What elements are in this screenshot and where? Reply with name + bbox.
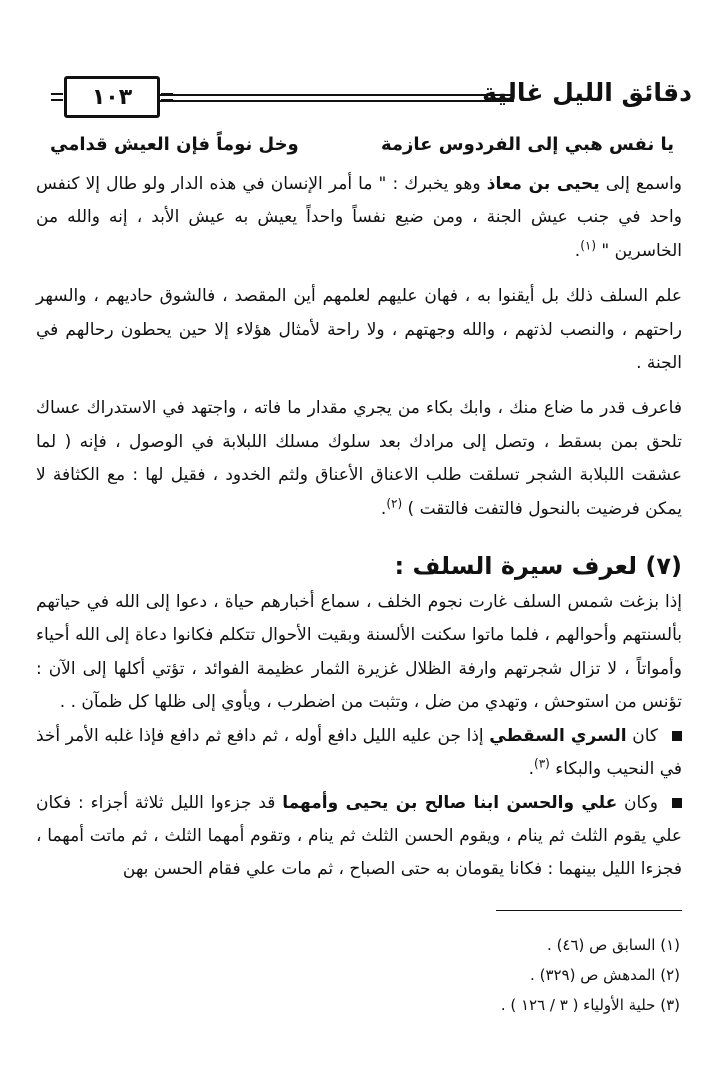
paragraph-salaf-knew: علم السلف ذلك بل أيقنوا به ، فهان عليهم لعلمهم أين المقصد ، فالشوق حاديهم ، والسهر راحتهم ، والنصب لذتهم ، والله وجهتهم ، ولا راحة لأمثال هؤلاء إلا حين يحطون رحالهم في الجنة . <box>36 286 682 374</box>
paragraph-know-your-loss <box>36 392 682 526</box>
page-body <box>36 124 682 887</box>
section-heading: (٧) لعرف سيرة السلف : <box>394 552 682 581</box>
running-title: دقائق الليل غالية <box>482 78 692 107</box>
footnote-3: (٣) حلية الأولياء ( ٣ / ١٢٦ ) . <box>500 996 680 1014</box>
paragraph-text: وهو يخبرك : " ما أمر الإنسان في هذه الدار ولو طال إلا كنفس واحد في جنب عيش الجنة ، ومن ضيع نفساً واحداً يعيش به عيش الأبد ، إنه والله من الخاسرين " <box>36 174 682 261</box>
paragraph-text: قد جزءوا الليل ثلاثة أجزاء : فكان علي يقوم الثلث ثم ينام ، ويقوم الحسن الثلث ثم ينام ، وتقوم أمهما الثلث ، ثم ماتت أمهما ، فجزءا الليل بينهما : فكانا يقومان به حتى الصباح ، ثم مات علي فقام الحسن بهن <box>36 792 682 880</box>
footnote-ref: (٢) <box>386 496 403 510</box>
poem-verse <box>36 124 682 162</box>
list-item-sari <box>36 720 682 787</box>
paragraph-end: . <box>528 759 535 780</box>
paragraph-end: . <box>574 240 581 261</box>
paragraph-gap <box>36 380 682 392</box>
paragraph-gap <box>36 268 682 280</box>
paragraph-salaf-sun: إذا بزغت شمس السلف غارت نجوم الخلف ، سماع أخبارهم حياة ، دعوا إلى الله في حياتهم بألسنتهم وأحوالهم ، فلما ماتوا سكنت الألسنة وبقيت الأحوال تتكلم فكانوا دعاة إلى الله أحياء وأمواتاً ، لا تزال شجرتهم وارفة الظلال غزيرة الثمار عظيمة الفوائد ، تؤتي أكلها إلى الآن : تؤنس من استوحش ، وتهدي من ضل ، وتثبت من اضطرب ، ويأوي إلى ظلها كل ظمآن . . <box>36 592 682 713</box>
footnote-separator <box>496 910 682 911</box>
footnote-2: (٢) المدهش ص (٣٢٩) . <box>530 966 680 984</box>
paragraph-end: . <box>380 498 387 519</box>
paragraph-yahya-quote <box>36 168 682 268</box>
page-header <box>62 70 692 120</box>
list-item-ali-hasan <box>36 787 682 887</box>
bold-name: السري السقطي <box>489 725 627 746</box>
footnote-1: (١) السابق ص (٤٦) . <box>547 936 680 954</box>
footnote-ref: (٣) <box>534 756 550 771</box>
paragraph-intro: واسمع إلى <box>599 174 682 194</box>
footnote-ref: (١) <box>580 238 597 253</box>
verse-hemistich-first: يا نفس هبي إلى الفردوس عازمة <box>380 134 674 155</box>
paragraph-text: فاعرف قدر ما ضاع منك ، وابك بكاء من يجري مقدار ما فاته ، واجتهد في الاستدراك عساك تلحق بمن بسقط ، وتصل إلى مرادك بعد سلوك مسلك اللبلابة في الوصول ، فإنه ( لما عشقت اللبلابة الشجر تسلقت طلب الاعناق الأعناق ولثم الخدود ، فقيل لها : مع الكثافة لا يمكن فرضيت بالنحول فالتفت فالتقت ) <box>36 398 682 519</box>
paragraph-intro: وكان <box>617 792 659 813</box>
verse-hemistich-second: وخل نوماً فإن العيش قدامي <box>50 134 299 155</box>
paragraph-text: إذا جن عليه الليل دافع أوله ، ثم دافع ثم دافع فإذا غلبه الأمر أخذ في النحيب والبكاء <box>36 725 682 780</box>
paragraph-intro: كان <box>626 725 658 746</box>
square-bullet-icon <box>672 731 682 741</box>
page-number: ١٠٣ <box>64 76 160 118</box>
bold-name: يحيى بن معاذ <box>486 174 600 194</box>
bold-name: علي والحسن ابنا صالح بن يحيى وأمهما <box>282 792 618 813</box>
square-bullet-icon <box>672 798 682 808</box>
footnotes <box>40 930 680 1020</box>
header-rule <box>158 94 514 102</box>
